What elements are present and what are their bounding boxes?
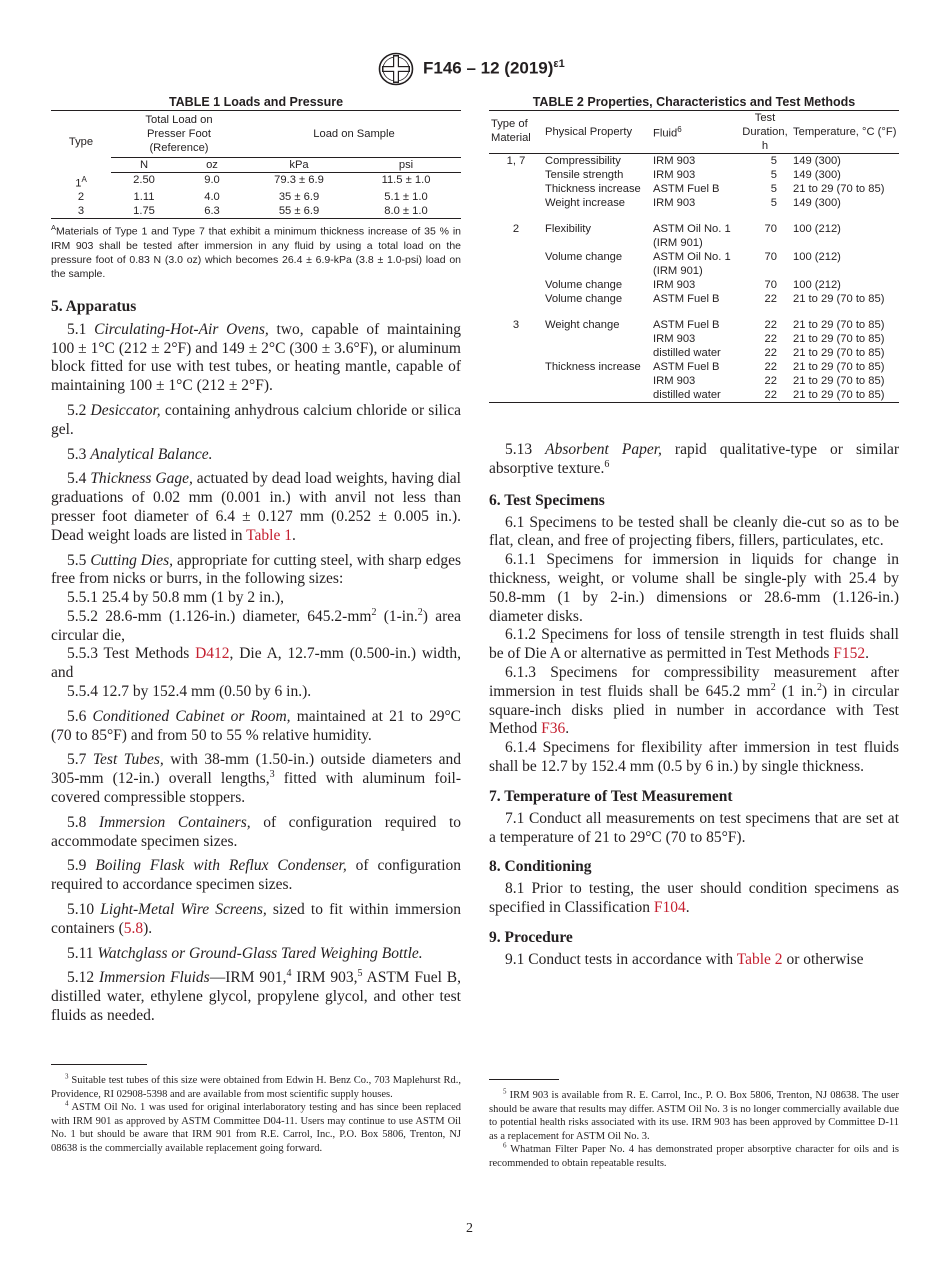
table2-cell-duration: 70 (764, 251, 777, 263)
paragraph-6-1-1: 6.1.1 Specimens for immersion in liquids for change in thickness, weight, or volume shall be single-ply with 25.4 by 50.8-mm (1 by 2-in.) dimensions or 28.6-mm (1.126-in.) diameter disks. (489, 551, 899, 625)
table2-cell-temp: 21 to 29 (70 to 85) (793, 375, 885, 387)
table1-link[interactable]: Table 1 (246, 526, 292, 544)
table2-cell-duration: 22 (764, 293, 777, 305)
table1-unit: oz (177, 158, 247, 173)
table2-cell-temp: 100 (212) (793, 279, 841, 291)
table2-cell-fluid: IRM 903 (653, 169, 696, 181)
table2-cell-duration: 22 (739, 388, 791, 403)
table2-spacer-cell (489, 210, 543, 222)
table1-cell: 5.1 ± 1.0 (384, 191, 428, 204)
table-row (489, 264, 899, 278)
table1-caption: TABLE 1 Loads and Pressure (168, 95, 344, 109)
table2-cell-type (489, 332, 543, 346)
table1-cell-type: 3 (51, 204, 111, 219)
table-row (489, 222, 899, 236)
paragraph-6-1-4: 6.1.4 Specimens for flexibility after immersion in test fluids shall be 12.7 by 152.4 mm (0.5 by 6 in.) by single thickness. (489, 739, 899, 775)
table1-header-type: Type (51, 111, 111, 173)
table-row (51, 173, 461, 191)
table2-header-duration: Test Duration, h (739, 111, 791, 154)
paragraph-5-4: 5.4 Thickness Gage, actuated by dead load weights, having dial graduations of 0.02 mm (0.001 in.) with anvil not less than presser foot diameter of 6.4 ± 0.127 mm (0.252 ± 0.005 in.). Dead weight loads are listed in Table 1. (51, 470, 461, 544)
section-6-heading: 6. Test Specimens (489, 491, 605, 509)
table2-cell-temp: 21 to 29 (70 to 85) (793, 333, 885, 345)
table2-cell-fluid: ASTM Fuel B (653, 183, 720, 195)
table2-cell-property: Weight increase (545, 197, 626, 209)
table-row (489, 154, 899, 169)
table2-cell-fluid: IRM 903 (653, 279, 696, 291)
page-header (0, 52, 950, 86)
table2-cell-temp: 149 (300) (793, 155, 841, 167)
table2-cell-temp: 100 (212) (793, 223, 841, 235)
table2-properties (489, 110, 899, 403)
table2-cell-property: Flexibility (545, 223, 592, 235)
table2-cell-type (489, 374, 543, 388)
table1-cell: 1.11 (133, 191, 155, 204)
table2-cell-type (489, 236, 543, 250)
table-row (489, 318, 899, 332)
table2-header-temperature: Temperature, °C (°F) (791, 111, 899, 154)
table2-cell-type (489, 360, 543, 374)
table2-cell-fluid: ASTM Oil No. 1 (653, 223, 731, 235)
table2-cell-duration: 22 (764, 361, 777, 373)
table2-cell-temp: 21 to 29 (70 to 85) (793, 361, 885, 373)
table2-cell-temp (791, 236, 899, 250)
table1-cell: 8.0 ± 1.0 (351, 204, 461, 219)
table2-cell-property: Thickness increase (545, 183, 641, 195)
table2-cell-temp: 21 to 29 (70 to 85) (793, 293, 885, 305)
footnote-5: $^5$ IRM 903 is available from R. E. Carrol, Inc., P. O. Box 5806, Trenton, NJ 08638. The user should be aware that results may differ. ASTM Oil No. 3 is no longer commercially available due to potential health risks associated with its use. IRM 903 has been approved by Committee D-11 as a replacement for ASTM Oil No. 3. (489, 1087, 900, 1142)
table2-cell-temp: 21 to 29 (70 to 85) (793, 183, 885, 195)
paragraph-5-11: 5.11 Watchglass or Ground-Glass Tared Weighing Bottle. (67, 944, 423, 962)
table1-footnote: $^A$Materials of Type 1 and Type 7 that exhibit a minimum thickness increase of 35 % in IRM 903 shall be tested after immersion in any fluid by using a total load on the pressure foot of 0.83 N (3.0 oz) which becomes 26.4 ± 6.9-kPa (3.8 ± 1.0-psi) load on the sample. (51, 223, 461, 280)
table-row (489, 168, 899, 182)
table1-cell: 55 ± 6.9 (247, 204, 351, 219)
paragraph-6-1: 6.1 Specimens to be tested shall be cleanly die-cut so as to be flat, clean, and free of projecting fibers, fillers, particulates, etc. (489, 513, 899, 550)
table2-cell-duration: 22 (764, 347, 777, 359)
table2-cell-fluid: distilled water (651, 388, 739, 403)
document-designation: F146 – 12 $(2019)^{\varepsilon 1}$ (423, 58, 565, 78)
table2-cell-duration (739, 236, 791, 250)
table1-cell-type: $1^A$ (75, 174, 87, 190)
table2-cell-property (543, 332, 651, 346)
paragraph-5-5-1: 5.5.1 25.4 by 50.8 mm (1 by 2 in.), (67, 589, 284, 607)
table1-header-load-sample: Load on Sample (247, 111, 461, 158)
table1-cell: 2.50 (133, 174, 155, 186)
table2-cell-type: 3 (512, 319, 520, 331)
table-row (489, 236, 899, 250)
table-row (489, 182, 899, 196)
table2-cell-duration: 22 (764, 333, 777, 345)
table2-cell-property (543, 388, 651, 403)
table2-cell-temp: 100 (212) (793, 251, 841, 263)
paragraph-7-1: 7.1 Conduct all measurements on test specimens that are set at a temperature of 21 to 29°C (70 to 85°F). (489, 809, 899, 846)
table2-cell-property (543, 264, 651, 278)
table2-spacer-cell (791, 306, 899, 318)
table-row (51, 204, 461, 219)
table2-cell-property: Volume change (545, 279, 623, 291)
table2-spacer-cell (543, 306, 651, 318)
table-row-spacer (489, 210, 899, 222)
table2-cell-type (489, 346, 543, 360)
table2-cell-temp: 149 (300) (793, 197, 841, 209)
table2-cell-fluid: ASTM Oil No. 1 (653, 251, 731, 263)
table2-cell-duration: 5 (770, 155, 777, 167)
table-row (489, 332, 899, 346)
table2-cell-property (543, 236, 651, 250)
table1-cell: 9.0 (204, 174, 220, 186)
table2-cell-fluid: (IRM 901) (653, 265, 703, 277)
paragraph-5-5-4: 5.5.4 12.7 by 152.4 mm (0.50 by 6 in.). (67, 683, 312, 701)
table2-cell-type (489, 196, 543, 210)
table2-cell-property: Weight change (545, 319, 620, 331)
section-9-heading: 9. Procedure (489, 928, 573, 946)
table1-unit: psi (351, 158, 461, 173)
section-8-heading: 8. Conditioning (489, 858, 592, 876)
paragraph-5-7: 5.7 Test Tubes, with 38-mm (1.50-in.) outside diameters and 305-mm (12-in.) overall lengths,$^3$ fitted with aluminum foil-covered compressible stoppers. (51, 751, 462, 807)
table2-spacer-cell (489, 306, 543, 318)
table1-header-total-load: Total Load on Presser Foot (Reference) (111, 111, 247, 158)
table2-cell-temp: 21 to 29 (70 to 85) (793, 319, 885, 331)
table1-cell: 79.3 ± 6.9 (274, 174, 324, 186)
table2-cell-property: Volume change (545, 293, 623, 305)
table-row (489, 388, 899, 403)
f104-link[interactable]: F104 (653, 899, 686, 917)
paragraph-5-3: 5.3 Analytical Balance. (67, 445, 213, 463)
left-footnotes (51, 1064, 461, 1155)
paragraph-5-5-3: 5.5.3 Test Methods D412, Die A, 12.7-mm (0.500-in.) width, and (51, 645, 461, 682)
table1-cell: 35 ± 6.9 (278, 191, 320, 204)
right-footnotes (489, 1079, 899, 1170)
table2-header-type: Type of Material (489, 111, 543, 154)
table1-unit: N (111, 158, 177, 173)
table2-cell-type: 1, 7 (506, 155, 526, 167)
table1-cell: 1.75 (111, 204, 177, 219)
table2-cell-duration: 70 (764, 279, 777, 291)
paragraph-5-1: 5.1 Circulating-Hot-Air Ovens, two, capable of maintaining 100 ± 1°C (212 ± 2°F) and 149 ± 2°C (300 ± 3.6°F), or aluminum block fitted for use with test tubes, or heating mantle, capable of maintaining 100 ± 1°C (212 ± 2°F). (51, 320, 462, 395)
table2-spacer-cell (739, 306, 791, 318)
table2-cell-type (489, 168, 543, 182)
right-column (489, 94, 899, 970)
table-row (51, 190, 461, 204)
section-5-8-link[interactable]: 5.8 (123, 919, 144, 937)
table2-cell-type (489, 264, 543, 278)
table2-spacer-cell (739, 210, 791, 222)
footnote-6: $^6$ Whatman Filter Paper No. 4 has demonstrated proper absorptive character for oils and is recommended to obtain repeatable results. (489, 1141, 899, 1169)
table2-cell-temp: 21 to 29 (70 to 85) (793, 347, 885, 359)
table2-cell-fluid: (IRM 901) (653, 237, 703, 249)
paragraph-5-6: 5.6 Conditioned Cabinet or Room, maintained at 21 to 29°C (70 to 85°F) and from 50 to 55 % relative humidity. (51, 707, 462, 744)
table2-cell-property (543, 346, 651, 360)
table2-cell-temp (791, 264, 899, 278)
table2-cell-fluid: IRM 903 (653, 155, 696, 167)
table2-cell-duration: 22 (764, 375, 777, 387)
section-5-heading: 5. Apparatus (51, 297, 137, 315)
paragraph-5-5: 5.5 Cutting Dies, appropriate for cutting steel, with sharp edges free from nicks or burrs, in the following sizes: (51, 551, 461, 588)
table2-caption: TABLE 2 Properties, Characteristics and Test Methods (532, 95, 856, 109)
table-row (489, 250, 899, 264)
table1-unit: kPa (247, 158, 351, 173)
table2-cell-duration: 5 (770, 197, 777, 209)
table2-header-fluid: Fluid$^6$ (651, 111, 739, 154)
table-row (489, 346, 899, 360)
table1-cell: 11.5 ± 1.0 (381, 174, 431, 186)
table1-cell: 6.3 (177, 204, 247, 219)
table2-cell-duration (739, 264, 791, 278)
table2-cell-type (489, 388, 543, 403)
table2-cell-type (489, 182, 543, 196)
table2-cell-fluid: ASTM Fuel B (653, 361, 720, 373)
astm-logo-icon (378, 52, 414, 86)
table2-cell-property: Tensile strength (545, 169, 624, 181)
table-row (489, 292, 899, 306)
table2-cell-temp: 21 to 29 (70 to 85) (791, 388, 899, 403)
table2-cell-property: Thickness increase (545, 361, 641, 373)
table2-spacer-cell (543, 210, 651, 222)
table2-cell-type: 2 (512, 223, 520, 235)
table2-cell-duration: 22 (764, 319, 777, 331)
paragraph-5-12: 5.12 Immersion Fluids—IRM 901,$^4$ IRM 903,$^5$ ASTM Fuel B, distilled water, ethylene glycol, propylene glycol, and other test fluids as needed. (51, 968, 461, 1025)
paragraph-8-1: 8.1 Prior to testing, the user should condition specimens as specified in Classification F104. (489, 880, 899, 917)
table2-spacer-cell (651, 306, 739, 318)
table2-cell-duration: 5 (770, 183, 777, 195)
table1-cell-type: 2 (77, 191, 85, 204)
paragraph-5-5-2: 5.5.2 28.6-mm (1.126-in.) diameter, $645.2-mm^2$ (1-in.$^2$) area circular die, (51, 606, 461, 644)
table2-cell-fluid: distilled water (653, 347, 721, 359)
table-row-spacer (489, 306, 899, 318)
table2-cell-type (489, 278, 543, 292)
table2-cell-property: Compressibility (545, 155, 621, 167)
paragraph-9-1: 9.1 Conduct tests in accordance with Table 2 or otherwise (505, 950, 864, 968)
paragraph-5-2: 5.2 Desiccator, containing anhydrous calcium chloride or silica gel. (51, 401, 461, 438)
table2-cell-fluid: ASTM Fuel B (653, 319, 720, 331)
footnote-3: $^3$ Suitable test tubes of this size were obtained from Edwin H. Benz Co., 703 Maplehurst Rd., Providence, RI 02908-5398 and are available from most scientific supply houses. (51, 1072, 461, 1100)
epsilon-mark: ε1 (553, 58, 565, 70)
table-row (489, 360, 899, 374)
paragraph-5-8: 5.8 Immersion Containers, of configuration required to accommodate specimen sizes. (51, 813, 462, 850)
paragraph-5-9: 5.9 Boiling Flask with Reflux Condenser, of configuration required to accordance specimen sizes. (51, 857, 462, 894)
table-row (489, 278, 899, 292)
paragraph-6-1-3: 6.1.3 Specimens for compressibility measurement after immersion in test fluids shall be 645.2 $mm^2$ (1 in.$^2$) in circular square-inch disks plied in number in accordance with Test Method F36. (489, 663, 900, 738)
table2-cell-duration: 70 (764, 223, 777, 235)
table2-cell-fluid: IRM 903 (653, 197, 696, 209)
table2-spacer-cell (791, 210, 899, 222)
footnote-4: $^4$ ASTM Oil No. 1 was used for original interlaboratory testing and has since been replaced with IRM 901 as approved by ASTM Committee D04-11. Users may continue to use ASTM Oil No. 1 but should be aware that IRM 901 from R.E. Carrol, Inc., P.O. Box 5806, Trenton, NJ 08638 is the commercially available replacement going forward. (51, 1099, 462, 1154)
table2-spacer-cell (651, 210, 739, 222)
table2-cell-fluid: IRM 903 (653, 375, 696, 387)
left-column (51, 94, 461, 1026)
paragraph-5-10: 5.10 Light-Metal Wire Screens, sized to fit within immersion containers (5.8). (51, 901, 462, 937)
f152-link[interactable]: F152 (833, 645, 866, 663)
table-row (489, 374, 899, 388)
paragraph-6-1-2: 6.1.2 Specimens for loss of tensile strength in test fluids shall be of Die A or alternative as permitted in Test Methods F152. (489, 626, 899, 663)
table2-cell-type (489, 250, 543, 264)
table-row (489, 196, 899, 210)
page-number: 2 (466, 1221, 473, 1236)
f36-link[interactable]: F36 (541, 720, 566, 738)
table2-cell-temp: 149 (300) (793, 169, 841, 181)
table2-cell-duration: 5 (770, 169, 777, 181)
table2-cell-fluid: IRM 903 (653, 333, 696, 345)
table2-cell-type (489, 292, 543, 306)
table2-link[interactable]: Table 2 (736, 950, 783, 968)
paragraph-5-13: 5.13 Absorbent Paper, rapid qualitative-type or similar absorptive texture.$^6$ (489, 441, 900, 477)
section-7-heading: 7. Temperature of Test Measurement (489, 787, 733, 805)
d412-link[interactable]: D412 (195, 645, 230, 663)
table1-cell: 4.0 (204, 191, 220, 204)
table2-cell-property: Volume change (545, 251, 623, 263)
table2-header-property: Physical Property (543, 111, 651, 154)
table2-cell-fluid: ASTM Fuel B (653, 293, 720, 305)
table2-cell-property (543, 374, 651, 388)
table1-loads-pressure (51, 110, 461, 219)
